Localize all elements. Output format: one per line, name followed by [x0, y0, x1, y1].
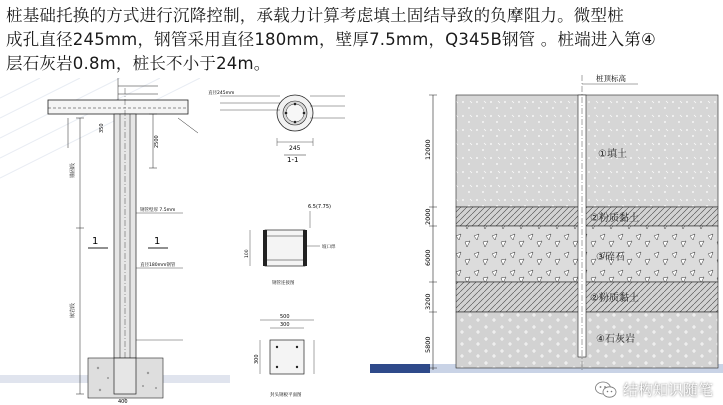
dim-lower-label: 嵌岩段 [70, 302, 76, 318]
layer-1-name: ①填土 [598, 149, 627, 160]
dim-245: 245 [289, 145, 301, 152]
pile-top-label: 桩顶标高 [596, 74, 626, 83]
dim-upper-label: 锚固段 [70, 162, 76, 178]
hole-diameter-label: 直径245mm [208, 91, 235, 96]
pile-detail-drawings [200, 78, 355, 405]
paragraph-line-1: 桩基础托换的方式进行沉降控制，承载力计算考虑填土固结导致的负摩阻力。微型桩 [6, 6, 624, 25]
dim-65: 6.5(7.75) [308, 204, 331, 210]
layer-1-thickness: 12000 [424, 139, 432, 160]
description-paragraph [6, 4, 718, 76]
dim-bottom-400: 400 [118, 399, 128, 405]
end-plate-title: 封头钢板平面图 [270, 393, 302, 398]
dim-2500: 2500 [154, 135, 160, 148]
dim-100: 100 [245, 249, 250, 258]
weld-label: 坡口焊 [322, 245, 336, 250]
steel-connection-title: 钢管连接图 [272, 281, 295, 286]
layer-2-name: ②粉质黏土 [590, 213, 639, 224]
layer-3-thickness: 6000 [424, 249, 432, 266]
wechat-icon [595, 381, 617, 399]
pipe-wall-label: 钢管壁厚 7.5mm [140, 208, 176, 213]
dim-300-top: 300 [280, 322, 290, 328]
watermark [595, 379, 713, 400]
paragraph-line-3: 层石灰岩0.8m，桩长不小于24m。 [6, 54, 271, 73]
layer-5-thickness: 5800 [424, 336, 432, 353]
layer-4-name: ②粉质黏土 [590, 293, 639, 304]
dim-350: 350 [99, 123, 105, 133]
section-mark-right: 1 [154, 236, 161, 247]
dim-500: 500 [280, 314, 290, 320]
layer-2-thickness: 2000 [424, 208, 432, 225]
section-mark-left: 1 [92, 236, 99, 247]
paragraph-line-2: 成孔直径245mm，钢管采用直径180mm，壁厚7.5mm，Q345B钢管 。桩端进入第④ [6, 30, 657, 49]
layer-5-name: ④石灰岩 [596, 334, 635, 345]
pipe-180-label: 直径180mm钢管 [140, 263, 176, 268]
section-title-1-1: 1-1 [287, 156, 299, 164]
layer-3-name: ③碎石 [596, 252, 625, 263]
soil-layer-section [418, 70, 723, 380]
layer-4-thickness: 3200 [424, 293, 432, 310]
watermark-text: 结构知识随笔 [622, 381, 713, 399]
dim-300-side: 300 [254, 354, 260, 364]
